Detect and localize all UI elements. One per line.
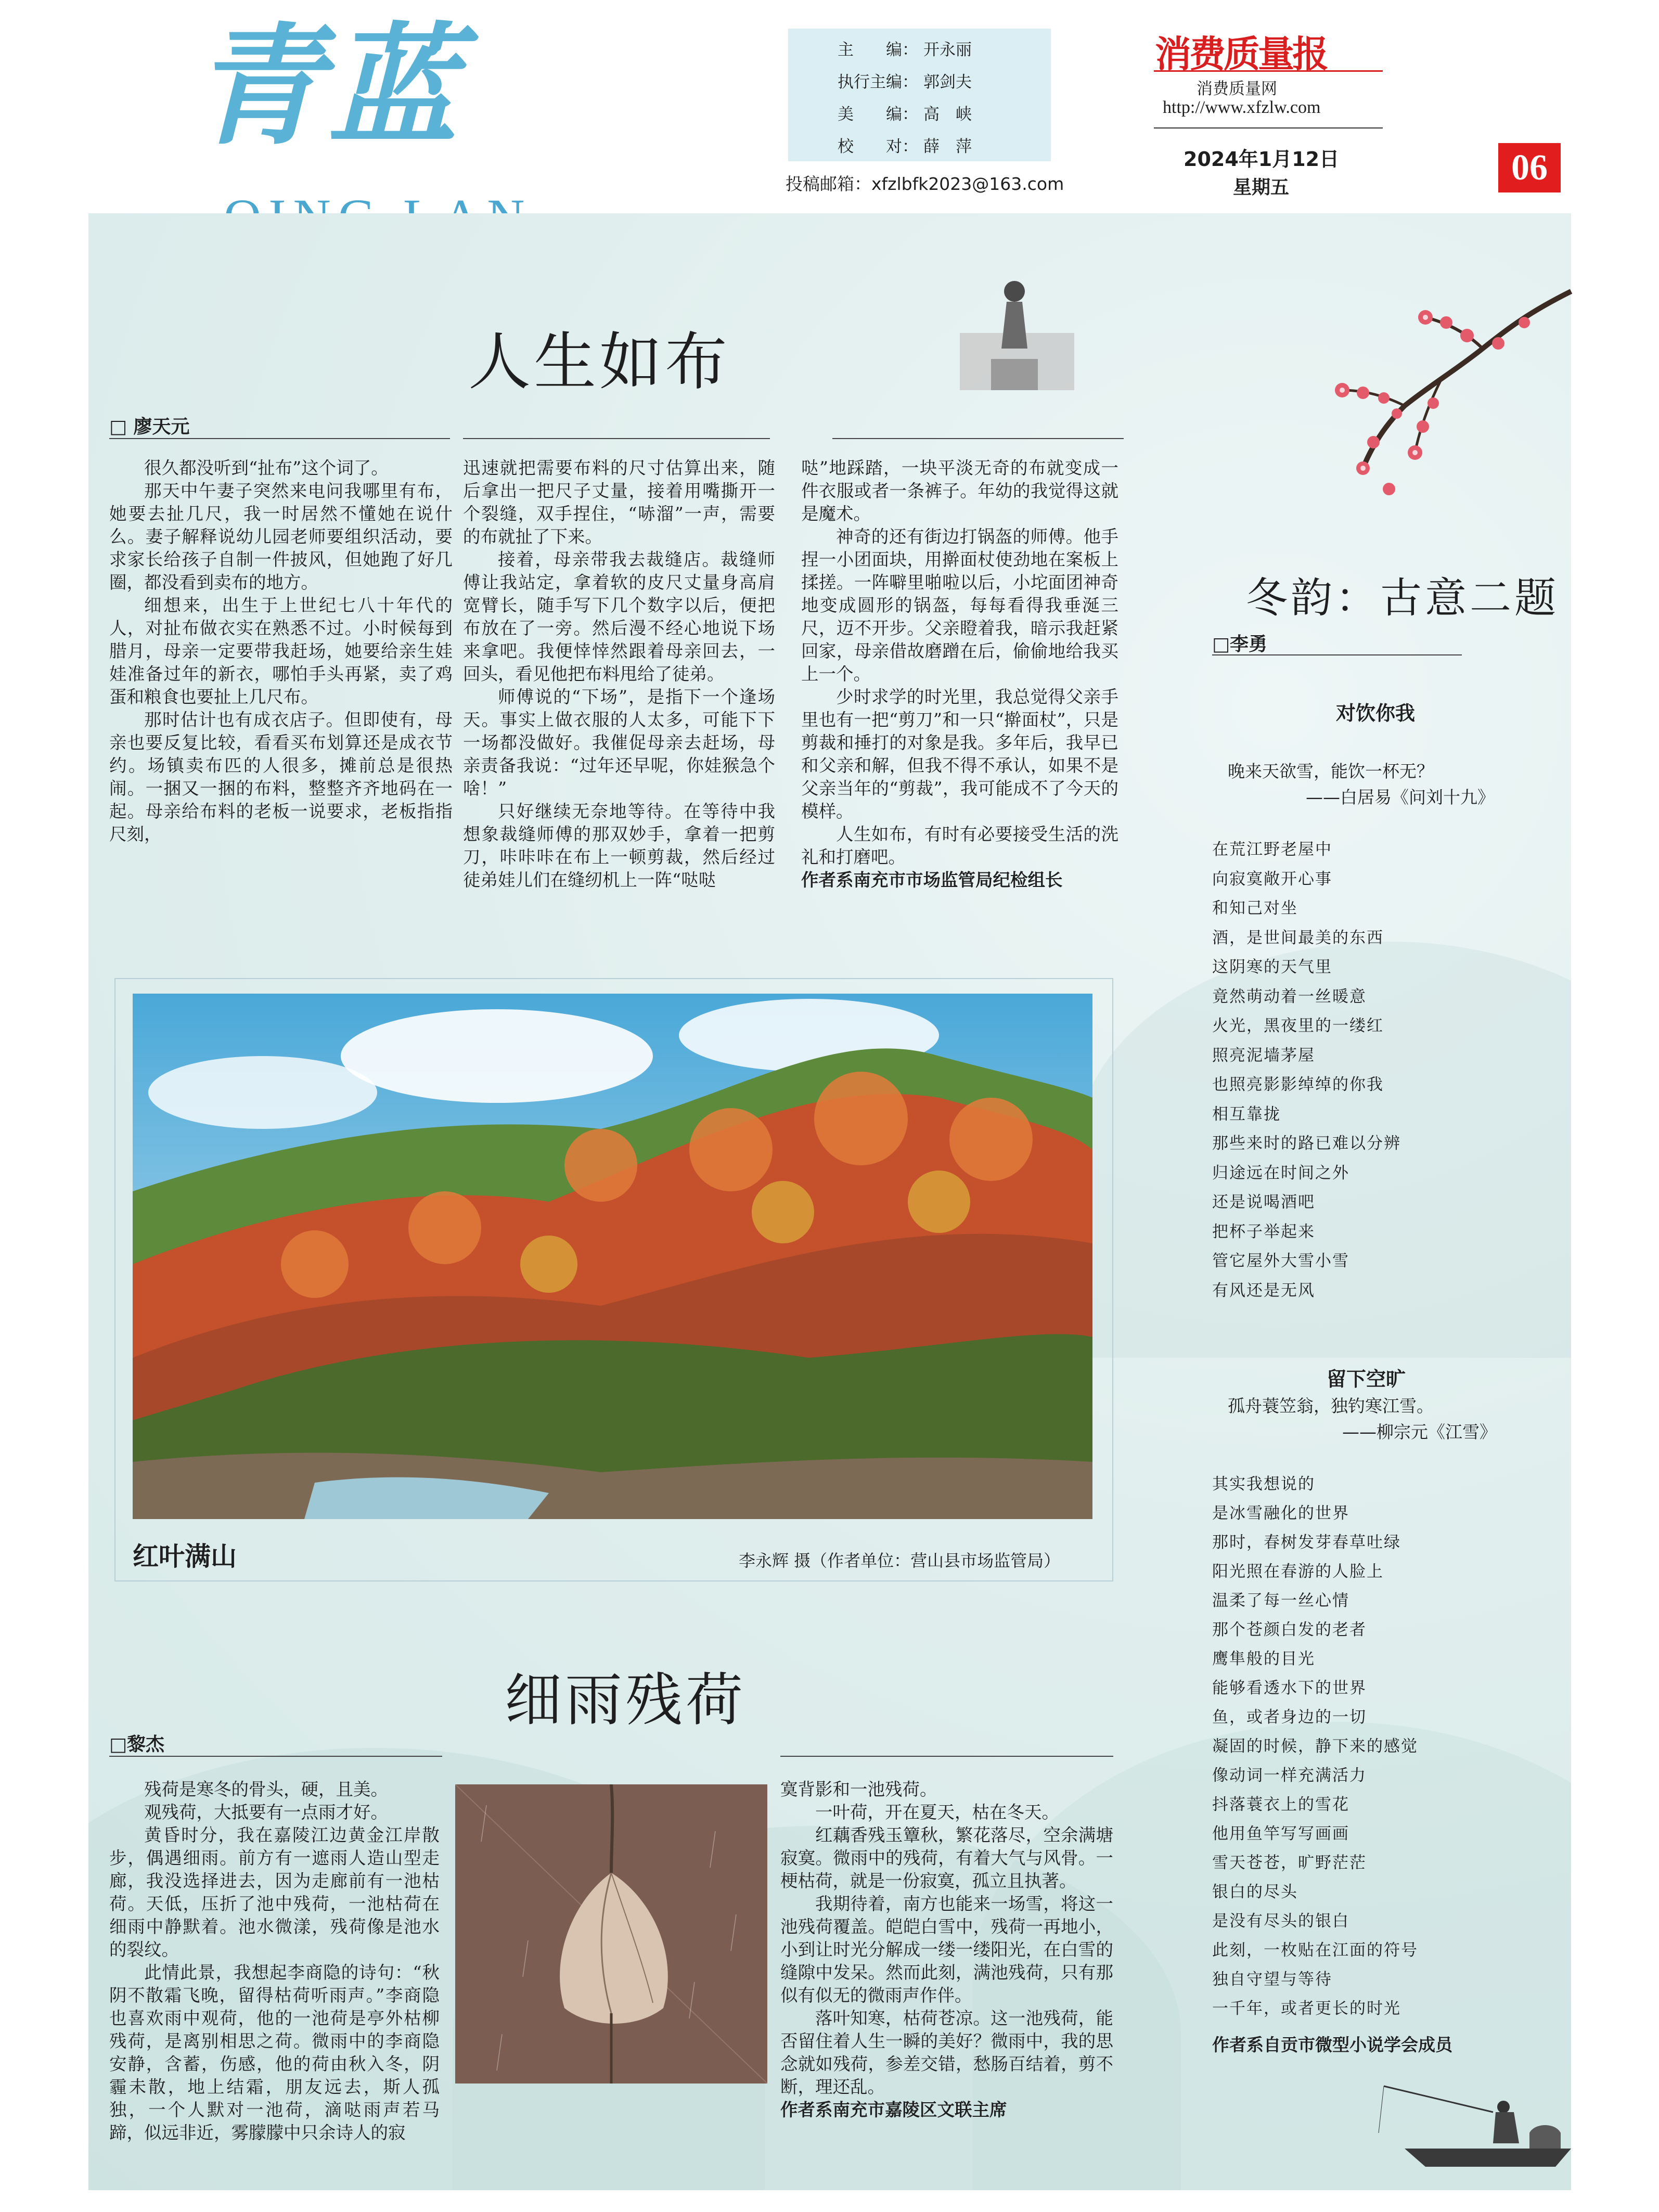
poem-title: 留下空旷 [1327,1368,1406,1391]
section-logo: 青蓝 [192,9,463,162]
divider [109,438,450,439]
divider [1154,127,1383,128]
divider [109,1756,442,1757]
author-note: 作者系南充市市场监管局纪检组长 [801,870,1063,890]
poem-epigraph-source: ——柳宗元《江雪》 [1342,1422,1497,1442]
article-column: 残荷是寒冬的骨头，硬，且美。 观残荷，大抵要有一点雨才好。 黄昏时分，我在嘉陵江边黄金江岸散步，偶遇细雨。前方有一遮雨人造山型走廊，我没选择进去，因为走廊前有一池枯荷。天低，压折了池中残荷，一池枯荷在细雨中静默着。池水微漾，残荷像是池水的裂纹。 此情此景，我想起李商隐的诗句：“秋阴不散霜飞晚，留得枯荷听雨声。”李商隐也喜欢雨中观荷，他的一池荷是亭外枯柳残荷，是离别相思之荷。微雨中的李商隐安静，含蓄，伤感，他的荷由秋入冬，阴霾未散，地上结霜，朋友远去，斯人孤独，一个人默对一池荷，滴哒雨声若马蹄，似远非近，雾朦朦中只余诗人的寂 [109,1779,440,2143]
poem-body: 其实我想说的 是冰雪融化的世界 那时，春树发芽春草吐绿 阳光照在春游的人脸上 温柔了每一丝心情 那个苍颜白发的老者 鹰隼般的目光 能够看透水下的世界 鱼，或者身边的一切 凝固的时候，静下来的感觉 像动词一样充满活力 抖落蓑衣上的雪花 他用鱼竿写写画画 雪天苍苍，旷野茫茫 银白的尽头 是没有尽头的银白 此刻，一枚贴在江面的符号 独自守望与等待 一千年，或者更长的时光 [1212,1475,1418,2018]
article-author: □黎杰 [109,1734,165,1755]
author-note: 作者系自贡市微型小说学会成员 [1212,2035,1452,2055]
article-title: 冬韵：古意二题 [1246,574,1559,622]
plum-blossom-illustration [1311,271,1581,520]
poem-title: 对饮你我 [1336,702,1416,725]
divider [832,438,1124,439]
article-column: 迅速就把需要布料的尺寸估算出来，随后拿出一把尺子丈量，接着用嘴撕开一个裂缝，双手捏住，“哧溜”一声，需要的布就扯了下来。 接着，母亲带我去裁缝店。裁缝师傅让我站定，拿着软的皮尺丈量身高肩宽臂长，随手写下几个数字以后，便把布放在了一旁。然后漫不经心地说下场来拿吧。我便悻悻然跟着母亲回去，一回头，看见他把布料甩给了徒弟。 师傅说的“下场”，是指下一个逢场天。事实上做衣服的人太多，可能下下一场都没做好。我催促母亲去赶场，母亲责备我说：“过年还早呢，你娃猴急个啥！” 只好继续无奈地等待。在等待中我想象裁缝师傅的那双妙手，拿着一把剪刀，咔咔咔在布上一顿剪裁，然后经过徒弟娃儿们在缝纫机上一阵“哒哒 [463,458,775,890]
article-column: 哒”地踩踏，一块平淡无奇的布就变成一件衣服或者一条裤子。年幼的我觉得这就是魔术。 神奇的还有街边打锅盔的师傅。他手捏一小团面块，用擀面杖使劲地在案板上揉搓。一阵噼里啪啦以后，小坨面团神奇地变成圆形的锅盔，每每看得我垂涎三尺，迈不开步。父亲瞪着我，暗示我赶紧回家，母亲借故磨蹭在后，偷偷地给我买上一个。 少时求学的时光里，我总觉得父亲手里也有一把“剪刀”和一只“擀面杖”，只是剪裁和捶打的对象是我。多年后，我早已和父亲和解，但我不得不承认，如果不是父亲当年的“剪裁”，我可能成不了今天的模样。 人生如布，有时有必要接受生活的洗礼和打磨吧。 作者系南充市市场监管局纪检组长 [801,457,1118,892]
newspaper-website-name: 消费质量网 [1197,80,1277,98]
submission-email[interactable]: 投稿邮箱：xfzlbfk2023@163.com [786,174,1064,194]
article-column: 寞背影和一池残荷。 一叶荷，开在夏天，枯在冬天。 红藕香残玉簟秋，繁花落尽，空余满塘寂寞。微雨中的残荷，有着大气与风骨。一梗枯荷，就是一份寂寞，孤立且执著。 我期待着，南方也能来一场雪，将这一池残荷覆盖。皑皑白雪中，残荷一再地小，小到让时光分解成一缕一缕阳光，在白雪的缝隙中发呆。然而此刻，满池残荷，只有那似有似无的微雨声作伴。 落叶知寒，枯荷苍凉。这一池残荷，能否留住着人生一瞬的美好？微雨中，我的思念就如残荷，参差交错，愁肠百结着，剪不断，理还乱。 作者系南充市嘉陵区文联主席 [780,1778,1113,2121]
article-author: □李勇 [1212,634,1268,655]
staff-row: 美 编： 高 峡 [838,105,972,124]
poem-body: 在荒江野老屋中 向寂寞敞开心事 和知己对坐 酒，是世间最美的东西 这阴寒的天气里 竟然萌动着一丝暖意 火光，黑夜里的一缕红 照亮泥墙茅屋 也照亮影影绰绰的你我 相互靠拢 那些来时的路已难以分辨 归途远在时间之外 还是说喝酒吧 把杯子举起来 管它屋外大雪小雪 有风还是无风 [1212,840,1401,1300]
issue-date: 2024年1月12日 [1184,148,1340,171]
divider [780,1756,1113,1757]
divider [463,438,770,439]
poem-epigraph: 孤舟蓑笠翁，独钓寒江雪。 [1228,1396,1434,1416]
photo-credit: 李永辉 摄（作者单位：营山县市场监管局） [739,1551,1061,1571]
reading-figure-illustration [960,276,1074,395]
author-note: 作者系南充市嘉陵区文联主席 [780,2100,1007,2120]
staff-row: 主 编： 开永丽 [838,41,972,59]
article-author: □ 廖天元 [109,416,190,438]
divider [1212,654,1462,655]
newspaper-name: 消费质量报 [1155,33,1327,75]
issue-weekday: 星期五 [1233,177,1290,198]
withered-lotus-photo [455,1784,767,2084]
photo-caption: 红叶满山 [133,1541,237,1572]
page-number: 06 [1498,143,1561,192]
article-column: 很久都没听到“扯布”这个词了。 那天中午妻子突然来电问我哪里有布，她要去扯几尺，我一时居然不懂她在说什么。妻子解释说幼儿园老师要组织活动，要求家长给孩子自制一件披风，但她跑了好几圈，都没看到卖布的地方。 细想来，出生于上世纪七八十年代的人，对扯布做衣实在熟悉不过。小时候每到腊月，母亲一定要带我赶场，她要给亲生娃娃准备过年的新衣，哪怕手头再紧，卖了鸡蛋和粮食也要扯上几尺布。 那时估计也有成衣店子。但即使有，母亲也要反复比较，看看买布划算还是成衣节约。场镇卖布匹的人很多，摊前总是很热闹。一捆又一捆的布料，整整齐齐地码在一起。母亲给布料的老板一说要求，老板指指尺刻， [109,458,453,844]
staff-row: 执行主编： 郭剑夫 [838,73,972,92]
divider [1154,70,1383,72]
newspaper-url[interactable]: http://www.xfzlw.com [1163,98,1321,117]
article-title: 细雨残荷 [505,1667,746,1733]
staff-row: 校 对： 薛 萍 [838,137,972,156]
fisherman-boat-illustration [1363,2070,1581,2185]
poem-epigraph-source: ——白居易《问刘十九》 [1306,787,1495,807]
article-title: 人生如布 [468,326,730,398]
poem-epigraph: 晚来天欲雪，能饮一杯无？ [1228,761,1434,781]
red-leaves-mountain-photo [133,994,1092,1519]
staff-box [788,29,1051,161]
